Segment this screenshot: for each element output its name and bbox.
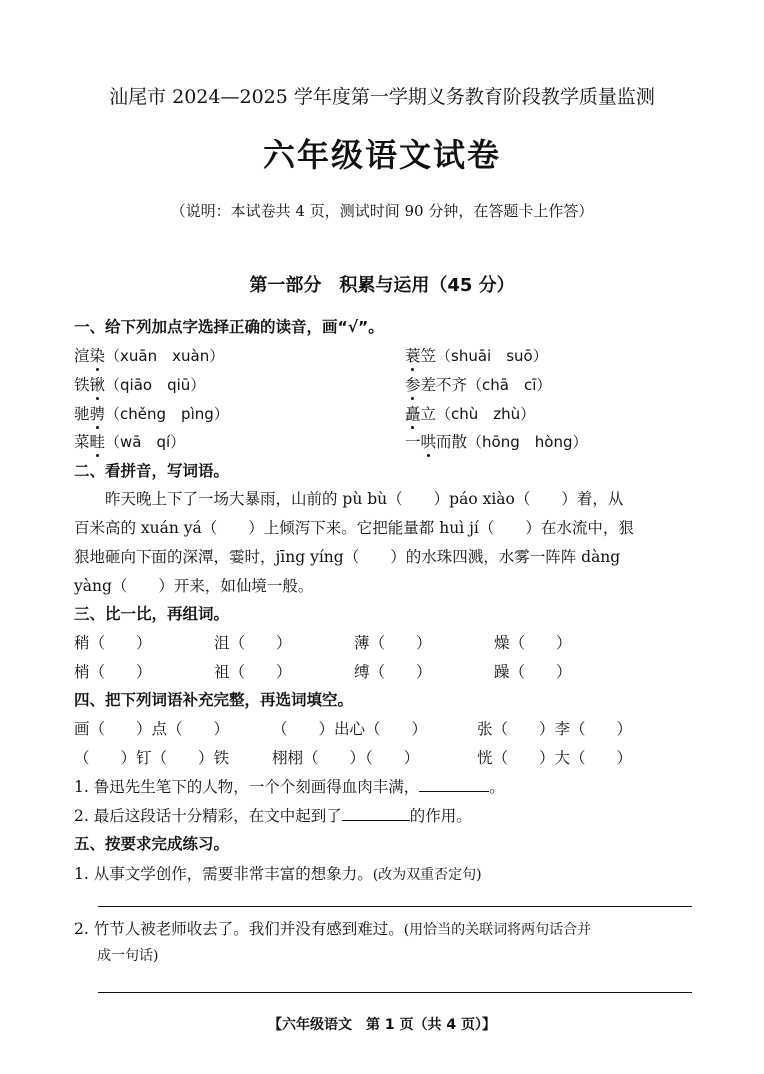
- word-suffix: 立: [420, 405, 437, 423]
- q1-item: [405, 430, 587, 452]
- q4-sentence-1: [74, 775, 505, 797]
- q4-sentence-1-text: 1. 鲁迅先生笔下的人物，一个个刻画得血肉丰满，: [74, 778, 420, 796]
- q3-title: 三、比一比，再组词。: [74, 605, 230, 623]
- pinyin-options[interactable]: （hōng hòng）: [467, 433, 588, 451]
- q4-sentence-2-text: 2. 最后这段话十分精彩，在文中起到了: [74, 807, 342, 825]
- word-prefix: 渲: [74, 347, 90, 365]
- q5-title: 五、按要求完成练习。: [74, 835, 230, 853]
- q2-title: 二、看拼音，写词语。: [74, 462, 230, 480]
- q2-line-2: 百米高的 xuán yá（ ）上倾泻下来。它把能量都 huì jí（ ）在水流中，狠: [74, 519, 634, 537]
- answer-blank[interactable]: [342, 806, 410, 821]
- dotted-char: 骋: [90, 402, 106, 424]
- q5-item-2-requirement: (用恰当的关联词将两句话合并: [403, 922, 592, 938]
- part1-title: 第一部分 积累与运用（45 分）: [249, 275, 515, 296]
- dotted-char: 矗: [405, 402, 421, 424]
- pinyin-options[interactable]: （shuāi suō）: [436, 347, 548, 365]
- q4-sentence-2-end: 的作用。: [409, 807, 472, 825]
- word-suffix: 笠: [420, 347, 437, 365]
- word-prefix: 一: [405, 433, 421, 451]
- q5-item-1-requirement: (改为双重否定句): [372, 867, 482, 883]
- answer-line[interactable]: [98, 906, 692, 907]
- dotted-char: 锹: [90, 373, 106, 395]
- pinyin-options[interactable]: （qiāo qiū）: [105, 376, 206, 394]
- q2-line-3: 狠地砸向下面的深潭，霎时，jīng yíng（ ）的水珠四溅，水雾一阵阵 dàng: [74, 548, 621, 566]
- exam-title: 汕尾市 2024—2025 学年度第一学期义务教育阶段教学质量监测: [109, 86, 655, 108]
- q3-cell: 躁（ ）: [494, 663, 572, 681]
- q4-sentence-2: [74, 804, 472, 826]
- dotted-char: 畦: [90, 430, 106, 452]
- pinyin-options[interactable]: （chā cī）: [467, 376, 552, 394]
- q1-item: [405, 402, 535, 424]
- q4-word: 栩栩（ ）（ ）: [272, 749, 420, 767]
- answer-blank[interactable]: [419, 777, 489, 792]
- q1-item: [74, 402, 229, 424]
- q1-item: [74, 430, 185, 452]
- q2-line-1: 昨天晚上下了一场大暴雨，山前的 pù bù（ ）páo xiào（ ）着，从: [74, 490, 624, 508]
- q1-item: [405, 373, 551, 395]
- pinyin-options[interactable]: （chěng pìng）: [105, 405, 229, 423]
- word-prefix: 驰: [74, 405, 90, 423]
- paper-title: 六年级语文试卷: [262, 136, 501, 174]
- page-footer: 【六年级语文 第 1 页（共 4 页）】: [268, 1017, 496, 1033]
- word-suffix: 差不齐: [420, 376, 468, 394]
- dotted-char: 蓑: [405, 344, 421, 366]
- q3-cell: 稍（ ）: [74, 634, 152, 652]
- q4-word: 画（ ）点（ ）: [74, 720, 230, 738]
- q5-item-1: [74, 862, 482, 884]
- q4-word: 张（ ）李（ ）: [477, 720, 633, 738]
- word-suffix: 而散: [436, 433, 468, 451]
- q3-cell: 薄（ ）: [354, 634, 432, 652]
- q3-cell: 梢（ ）: [74, 663, 152, 681]
- dotted-char: 染: [90, 344, 106, 366]
- pinyin-options[interactable]: （wā qí）: [105, 433, 186, 451]
- q5-item-1-text: 1. 从事文学创作，需要非常丰富的想象力。: [74, 865, 373, 883]
- pinyin-options[interactable]: （chù zhù）: [436, 405, 536, 423]
- q5-item-2: [74, 917, 591, 939]
- dotted-char: 哄: [421, 430, 437, 452]
- q4-title: 四、把下列词语补充完整，再选词填空。: [74, 691, 354, 709]
- answer-line[interactable]: [98, 992, 692, 993]
- q1-item: [405, 344, 548, 366]
- word-prefix: 菜: [74, 433, 90, 451]
- q3-cell: 燥（ ）: [494, 634, 572, 652]
- q3-cell: 缚（ ）: [354, 663, 432, 681]
- q1-item: [74, 344, 224, 366]
- q4-word: （ ）钉（ ）铁: [74, 749, 230, 767]
- instructions-note: （说明：本试卷共 4 页，测试时间 90 分钟，在答题卡上作答）: [170, 202, 594, 220]
- word-prefix: 铁: [74, 376, 90, 394]
- dotted-char: 参: [405, 373, 421, 395]
- q4-word: （ ）出心（ ）: [272, 720, 428, 738]
- q5-item-2-requirement-cont: 成一句话): [97, 948, 159, 964]
- q4-word: 恍（ ）大（ ）: [477, 749, 633, 767]
- q5-item-2-text: 2. 竹节人被老师收去了。我们并没有感到难过。: [74, 920, 404, 938]
- q1-item: [74, 373, 205, 395]
- q3-cell: 祖（ ）: [214, 663, 292, 681]
- q3-cell: 沮（ ）: [214, 634, 292, 652]
- q4-sentence-1-end: 。: [489, 778, 505, 796]
- q2-line-4: yàng（ ）开来，如仙境一般。: [74, 577, 314, 595]
- q1-title: 一、给下列加点字选择正确的读音，画“√”。: [74, 318, 384, 336]
- pinyin-options[interactable]: （xuān xuàn）: [105, 347, 225, 365]
